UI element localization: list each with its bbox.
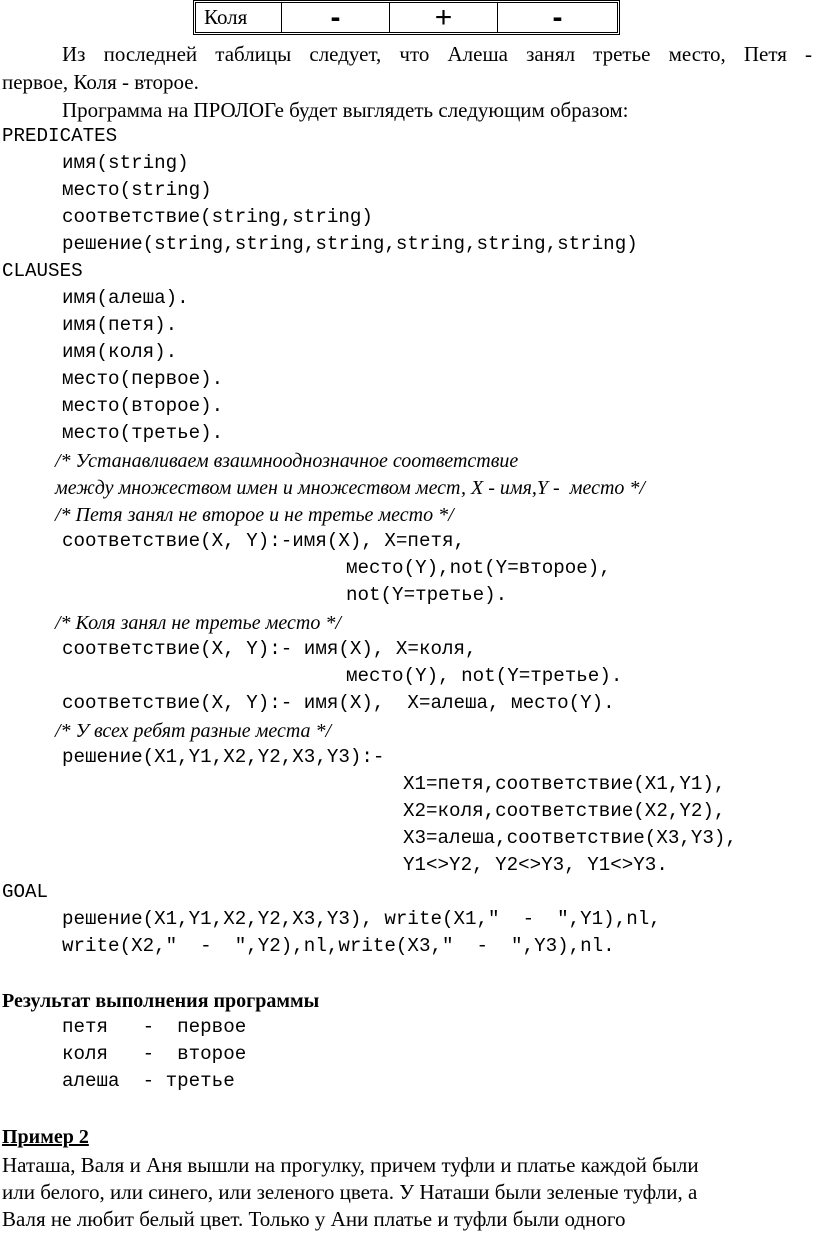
result-line: коля - второе: [62, 1043, 247, 1065]
table-cell-1: -: [282, 3, 390, 32]
table-cell-2: +: [390, 3, 498, 32]
example-text-line: Наташа, Валя и Аня вышли на прогулку, причем туфли и платье каждой были: [2, 1153, 699, 1177]
code-line: место(третье).: [62, 422, 224, 444]
code-comment: /* Устанавливаем взаимнооднозначное соответствие: [55, 450, 519, 472]
keyword-predicates: PREDICATES: [2, 125, 118, 147]
result-line: петя - первое: [62, 1016, 247, 1038]
paragraph-conclusion-line2: первое, Коля - второе.: [2, 70, 199, 94]
code-line: соответствие(X, Y):-имя(X), X=петя,: [62, 530, 466, 552]
code-line: решение(X1,Y1,X2,Y2,X3,Y3):-: [62, 746, 385, 768]
code-line: место(string): [62, 179, 212, 201]
code-line: имя(коля).: [62, 341, 178, 363]
code-line: Y1<>Y2, Y2<>Y3, Y1<>Y3.: [403, 854, 668, 876]
code-line: X1=петя,соответствие(X1,Y1),: [403, 773, 726, 795]
keyword-goal: GOAL: [2, 881, 49, 903]
code-line: соответствие(string,string): [62, 206, 373, 228]
code-line: место(второе).: [62, 395, 224, 417]
table-cell-3: -: [552, 0, 563, 34]
code-line: соответствие(X, Y):- имя(X), X=коля,: [62, 638, 477, 660]
code-line: not(Y=третье).: [346, 584, 508, 606]
result-line: алеша - третье: [62, 1070, 235, 1092]
paragraph-conclusion-line1: Из последней таблицы следует, что Алеша занял третье место, Петя -: [62, 42, 812, 66]
code-line: место(Y),not(Y=второе),: [346, 557, 611, 579]
code-line: решение(string,string,string,string,string,string): [62, 233, 638, 255]
code-line: решение(X1,Y1,X2,Y2,X3,Y3), write(X1," - ",Y1),nl,: [62, 908, 661, 930]
code-comment: /* У всех ребят разные места */: [55, 720, 332, 742]
result-heading: Результат выполнения программы: [2, 990, 320, 1012]
code-line: X3=алеша,соответствие(X3,Y3),: [403, 827, 737, 849]
paragraph-program-intro: Программа на ПРОЛОГе будет выглядеть следующим образом:: [62, 98, 629, 122]
code-comment: между множеством имен и множеством мест, X - имя,Y - место */: [55, 477, 645, 499]
code-line: место(Y), not(Y=третье).: [346, 665, 623, 687]
code-line: имя(алеша).: [62, 287, 189, 309]
code-comment: /* Коля занял не третье место */: [55, 612, 341, 634]
code-line: имя(петя).: [62, 314, 178, 336]
example-text-line: Валя не любит белый цвет. Только у Ани платье и туфли были одного: [2, 1207, 626, 1231]
code-line: write(X2," - ",Y2),nl,write(X3," - ",Y3),nl.: [62, 935, 615, 957]
code-line: имя(string): [62, 152, 189, 174]
code-line: соответствие(X, Y):- имя(X), X=алеша, место(Y).: [62, 692, 615, 714]
example-heading: Пример 2: [2, 1126, 89, 1148]
keyword-clauses: CLAUSES: [2, 260, 83, 282]
code-line: место(первое).: [62, 368, 224, 390]
results-table-row: [193, 0, 620, 35]
example-text-line: или белого, или синего, или зеленого цвета. У Наташи были зеленые туфли, а: [2, 1180, 698, 1204]
code-line: X2=коля,соответствие(X2,Y2),: [403, 800, 726, 822]
table-cell-name: Коля: [196, 3, 282, 32]
code-comment: /* Петя занял не второе и не третье место */: [55, 504, 454, 526]
